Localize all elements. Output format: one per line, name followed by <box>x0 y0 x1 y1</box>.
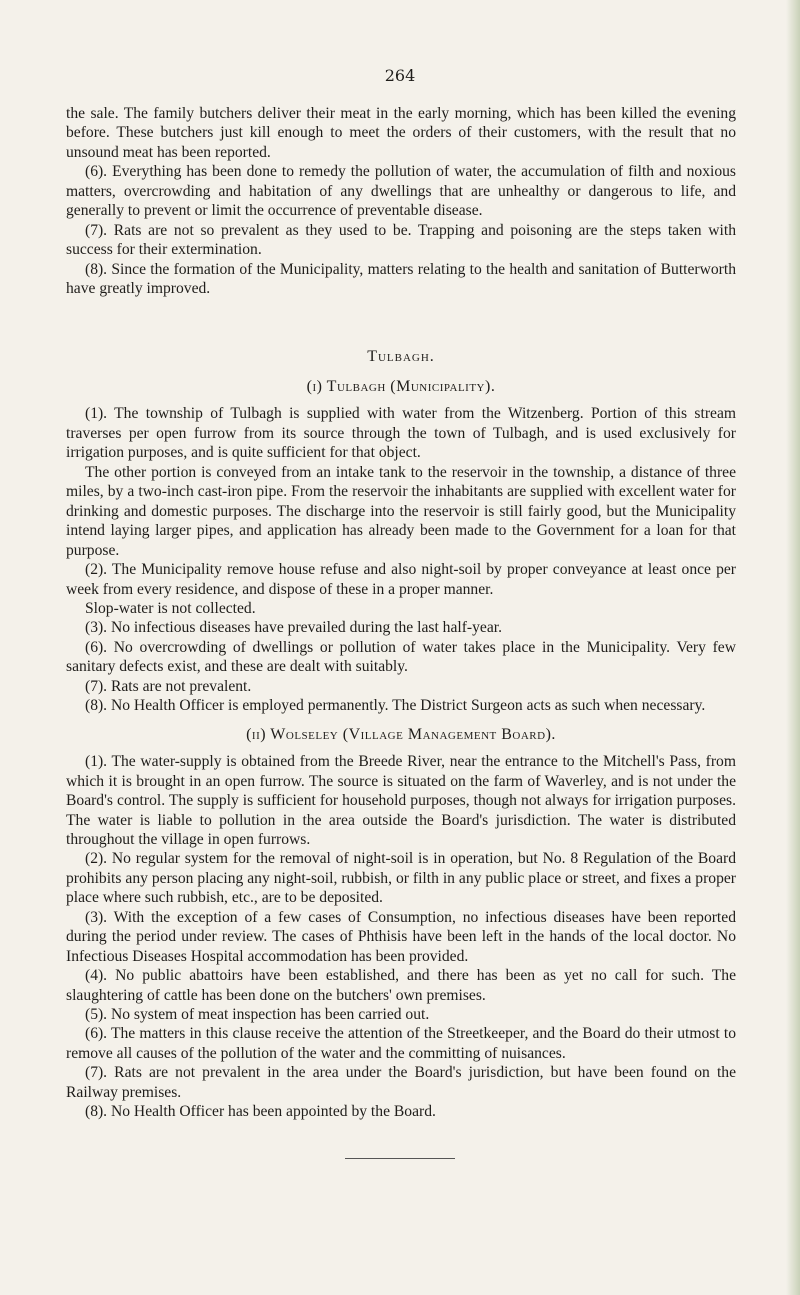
page-number: 264 <box>384 66 416 85</box>
paragraph: (2). The Municipality remove house refuse and also night-soil by proper conveyance at least once per week from every residence, and dispose of these in a proper manner. <box>66 561 736 598</box>
page-edge-shadow <box>786 0 800 1295</box>
document-body <box>66 104 736 1122</box>
paragraph: the sale. The family butchers deliver their meat in the early morning, which has been killed the evening before. These butchers just kill enough to meet the orders of their customers, with the result that no unsound meat has been reported. <box>66 105 736 161</box>
paragraph: (7). Rats are not prevalent in the area under the Board's jurisdiction, but have been found on the Railway premises. <box>66 1064 736 1101</box>
paragraph: (8). No Health Officer has been appointed by the Board. <box>85 1103 436 1121</box>
paragraph: (3). With the exception of a few cases of Consumption, no infectious diseases have been reported during the period under review. The cases of Phthisis have been left in the hands of the local doctor. No Infectious Diseases Hospital accommodation has been provided. <box>66 908 736 965</box>
paragraph: (6). The matters in this clause receive the attention of the Streetkeeper, and the Board do their utmost to remove all causes of the pollution of the water and the committing of nuisances. <box>66 1025 736 1062</box>
paragraph: (7). Rats are not so prevalent as they used to be. Trapping and poisoning are the steps taken with success for their extermination. <box>66 221 736 259</box>
paragraph: (3). No infectious diseases have prevailed during the last half-year. <box>85 619 502 637</box>
paragraph: (4). No public abattoirs have been established, and there has been as yet no call for such. The slaughtering of cattle has been done on the butchers' own premises. <box>66 967 736 1004</box>
town-heading: Tulbagh. <box>367 347 435 365</box>
paragraph: (8). No Health Officer is employed permanently. The District Surgeon acts as such when necessary. <box>85 697 706 715</box>
paragraph: (6). No overcrowding of dwellings or pollution of water takes place in the Municipality. Very few sanitary defects exist, and these are dealt with suitably. <box>66 638 736 676</box>
section-heading-wolseley: (ii) Wolseley (Village Management Board). <box>246 725 556 743</box>
paragraph: The other portion is conveyed from an intake tank to the reservoir in the township, a distance of three miles, by a two-inch cast-iron pipe. From the reservoir the inhabitants are supplied with excellent water for drinking and domestic purposes. The discharge into the reservoir is still fairly good, but the Municipality intend laying larger pipes, and application has already been made to the Government for a loan for that purpose. <box>66 463 736 559</box>
paragraph: (2). No regular system for the removal of night-soil is in operation, but No. 8 Regulation of the Board prohibits any person placing any night-soil, rubbish, or filth in any public place or street, and fixes a proper place where such rubbish, etc., are to be deposited. <box>66 850 736 907</box>
end-rule <box>345 1158 455 1159</box>
paragraph: (8). Since the formation of the Municipality, matters relating to the health and sanitation of Butterworth have greatly improved. <box>66 260 736 298</box>
paragraph: (5). No system of meat inspection has been carried out. <box>85 1006 430 1024</box>
paragraph: (1). The water-supply is obtained from the Breede River, near the entrance to the Mitchell's Pass, from which it is brought in an open furrow. The source is situated on the farm of Waverley, and is not under the Board's control. The supply is sufficient for household purposes, though not always for irrigation purposes. The water is liable to pollution in the area outside the Board's jurisdiction. The water is distributed throughout the village in open furrows. <box>66 753 736 848</box>
paragraph: (7). Rats are not prevalent. <box>85 677 252 695</box>
paragraph: Slop-water is not collected. <box>85 599 256 617</box>
paragraph: (6). Everything has been done to remedy the pollution of water, the accumulation of filth and noxious matters, overcrowding and habitation of any dwellings that are unhealthy or dangerous to life, and generally to prevent or limit the occurrence of preventable disease. <box>66 163 736 220</box>
section-heading-tulbagh: (i) Tulbagh (Municipality). <box>306 377 496 395</box>
paragraph: (1). The township of Tulbagh is supplied with water from the Witzenberg. Portion of this stream traverses per open furrow from its source through the town of Tulbagh, and is used exclusively for irrigation purposes, and is quite sufficient for that object. <box>66 405 736 462</box>
